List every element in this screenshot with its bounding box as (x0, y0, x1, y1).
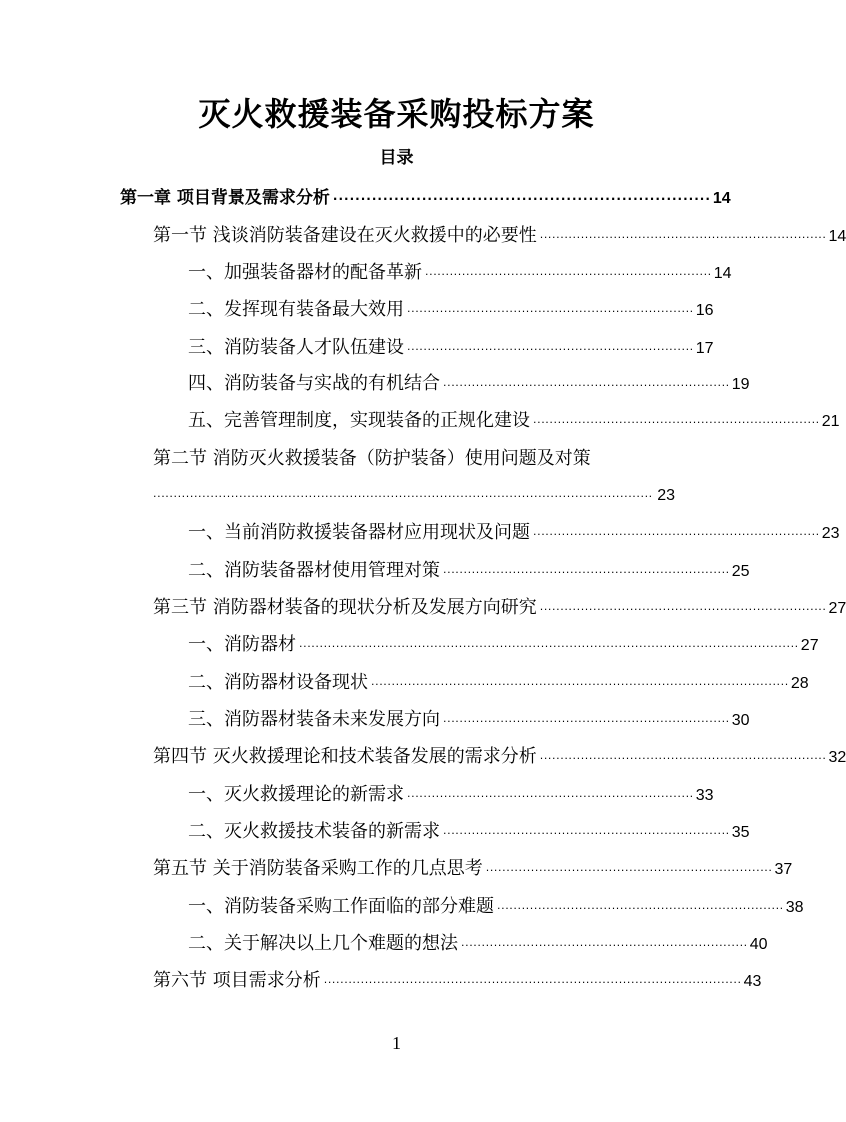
toc-subsection-1-4[interactable] (188, 369, 750, 399)
toc-section-5[interactable] (153, 854, 793, 884)
toc-leader-dots: ······································································ (443, 827, 730, 840)
toc-page-number: 27 (800, 637, 819, 654)
toc-leader-dots: ·························································································································· (299, 640, 799, 653)
toc-page-number: 33 (695, 787, 714, 804)
page-number: 1 (392, 1033, 401, 1053)
toc-entry-text: 一、消防装备采购工作面临的部分难题 (188, 896, 494, 917)
toc-leader-dots: ······································································ (539, 752, 827, 765)
toc-page-number: 43 (743, 973, 762, 990)
toc-page-number: 17 (695, 340, 714, 357)
toc-page-number: 35 (731, 824, 750, 841)
toc-section-4[interactable] (153, 742, 846, 772)
toc-section-3[interactable] (153, 593, 846, 623)
toc-entry-text: 第四节 灭火救援理论和技术装备发展的需求分析 (153, 746, 537, 767)
toc-subsection-1-2[interactable] (188, 295, 714, 325)
toc-section-2-page-line[interactable] (153, 481, 675, 511)
toc-page-number: 23 (821, 525, 840, 542)
toc-subsection-3-2[interactable] (188, 668, 809, 698)
toc-entry-text: 三、消防器材装备未来发展方向 (188, 709, 440, 730)
toc-page-number: 38 (785, 899, 804, 916)
toc-leader-dots: ······································································ (443, 715, 730, 728)
toc-subsection-1-3[interactable] (188, 333, 714, 363)
toc-entry-text: 五、完善管理制度，实现装备的正规化建设 (188, 410, 530, 431)
toc-section-1[interactable] (153, 221, 846, 251)
toc-leader-dots: ······································································ (443, 566, 730, 579)
toc-leader-dots: ······································································ (533, 528, 820, 541)
toc-chapter-1[interactable] (120, 183, 731, 213)
toc-entry-text: 三、消防装备人才队伍建设 (188, 337, 404, 358)
toc-leader-dots: ······································································································ (371, 678, 789, 691)
toc-entry-text: 第二节 消防灭火救援装备（防护装备）使用问题及对策 (153, 448, 591, 469)
toc-entry-text: 一、当前消防救援装备器材应用现状及问题 (188, 522, 530, 543)
toc-entry-text: 四、消防装备与实战的有机结合 (188, 373, 440, 394)
toc-page-number: 19 (731, 376, 750, 393)
document-title: 灭火救援装备采购投标方案 (198, 95, 595, 133)
toc-entry-text: 一、灭火救援理论的新需求 (188, 784, 404, 805)
toc-entry-text: 第一章 项目背景及需求分析 (120, 188, 330, 208)
toc-page-number: 14 (828, 228, 846, 245)
toc-subsection-1-5[interactable] (188, 406, 840, 436)
toc-page-number: 27 (828, 600, 846, 617)
toc-leader-dots: ······································································ (407, 343, 694, 356)
toc-leader-dots: ······································································ (485, 864, 773, 877)
toc-leader-dots: ······································································ (425, 268, 712, 281)
toc-leader-dots: ······································································ (461, 939, 748, 952)
toc-subsection-3-1[interactable] (188, 630, 819, 660)
toc-page-number: 16 (695, 302, 714, 319)
toc-page-number: 30 (731, 712, 750, 729)
toc-page-number: 14 (713, 265, 732, 282)
toc-entry-text: 第五节 关于消防装备采购工作的几点思考 (153, 858, 483, 879)
toc-leader-dots: ······································································ (497, 902, 784, 915)
toc-leader-dots: ······································································ (539, 603, 827, 616)
toc-leader-dots: ·························································································································· (153, 490, 653, 503)
toc-subsection-4-2[interactable] (188, 817, 750, 847)
toc-page-number: 21 (821, 413, 840, 430)
toc-subsection-5-1[interactable] (188, 892, 804, 922)
toc-leader-dots: ······································································ (533, 416, 820, 429)
toc-entry-text: 二、灭火救援技术装备的新需求 (188, 821, 440, 842)
toc-subsection-4-1[interactable] (188, 780, 714, 810)
toc-page-number: 23 (657, 487, 675, 504)
toc-page-number: 40 (749, 936, 768, 953)
toc-page-number: 25 (731, 563, 750, 580)
toc-entry-text: 一、消防器材 (188, 634, 296, 655)
toc-page-number: 14 (712, 190, 731, 207)
toc-leader-dots: ······································································ (539, 231, 827, 244)
toc-entry-text: 第一节 浅谈消防装备建设在灭火救援中的必要性 (153, 225, 537, 246)
toc-entry-text: 第六节 项目需求分析 (153, 970, 321, 991)
toc-leader-dots: ······································································································ (323, 976, 742, 989)
toc-section-6[interactable] (153, 966, 762, 996)
toc-entry-text: 二、消防装备器材使用管理对策 (188, 560, 440, 581)
toc-subsection-3-3[interactable] (188, 705, 750, 735)
toc-leader-dots: ······································································ (407, 790, 694, 803)
toc-entry-text: 第三节 消防器材装备的现状分析及发展方向研究 (153, 597, 537, 618)
toc-entry-text: 二、消防器材设备现状 (188, 672, 368, 693)
toc-heading: 目录 (379, 148, 414, 168)
toc-page-number: 32 (828, 749, 846, 766)
toc-section-2[interactable] (153, 444, 675, 474)
toc-subsection-1-1[interactable] (188, 258, 732, 288)
toc-leader-dots: ······································································ (443, 379, 730, 392)
toc-page-number: 37 (774, 861, 793, 878)
toc-subsection-2-1[interactable] (188, 518, 840, 548)
toc-leader-dots: ···································································· (332, 192, 711, 206)
toc-subsection-5-2[interactable] (188, 929, 768, 959)
toc-subsection-2-2[interactable] (188, 556, 750, 586)
toc-leader-dots: ······································································ (407, 305, 694, 318)
toc-entry-text: 二、关于解决以上几个难题的想法 (188, 933, 458, 954)
toc-entry-text: 一、加强装备器材的配备革新 (188, 262, 422, 283)
toc-page-number: 28 (790, 675, 809, 692)
toc-entry-text: 二、发挥现有装备最大效用 (188, 299, 404, 320)
